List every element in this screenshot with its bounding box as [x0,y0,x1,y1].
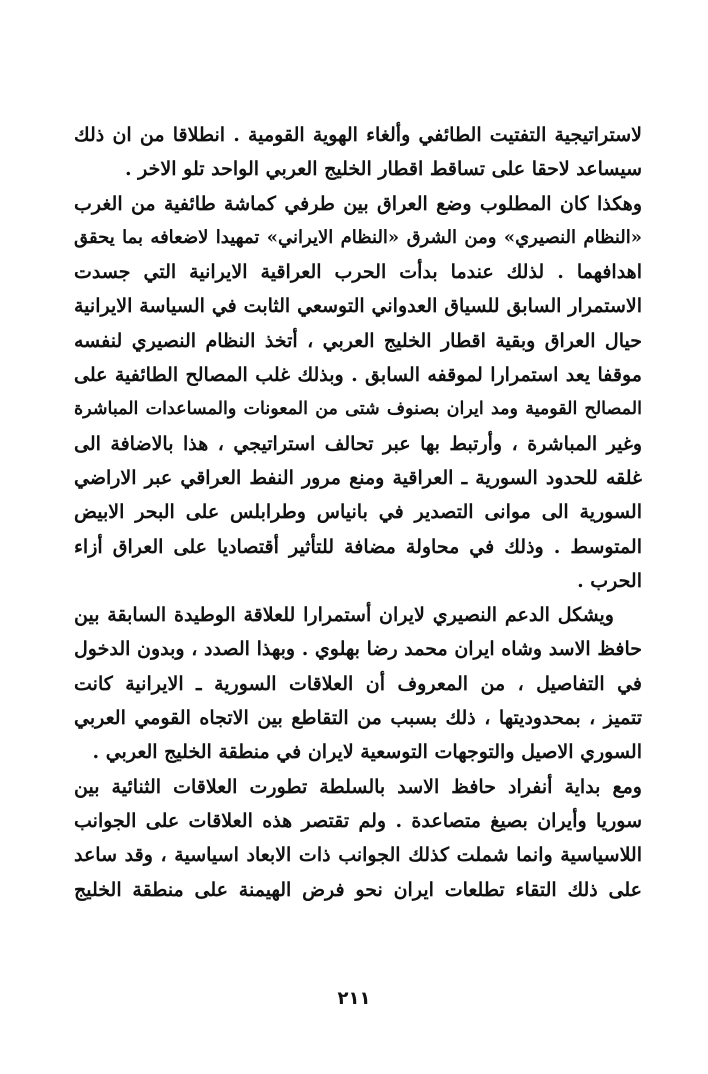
paragraph-first-line: ويشكل الدعم النصيري لايران أستمرارا للعلاقة الوطيدة السابقة بين [74,604,614,627]
text-line: المتوسط . وذلك في محاولة مضافة للتأثير أقتصاديا على العراق أزاء [74,535,642,558]
text-line: حيال العراق وبقية اقطار الخليج العربي ، أتخذ النظام النصيري لنفسه [74,329,642,352]
text-line: الحرب . [577,569,642,592]
text-line: حافظ الاسد وشاه ايران محمد رضا بهلوي . وبهذا الصدد ، وبدون الدخول [74,638,642,661]
text-line: وغير المباشرة ، وأرتبط بها عبر تحالف استراتيجي ، هذا بالاضافة الى [74,432,642,455]
text-line: موقفا يعد استمرارا لموقفه السابق . وبذلك غلب المصالح الطائفية على [74,364,642,387]
text-line: سوريا وأيران بصيغ متصاعدة . ولم تقتصر هذه العلاقات على الجوانب [74,809,642,832]
page-number: ٢١١ [337,988,371,1009]
text-line: غلقه للحدود السورية ـ العراقية ومنع مرور النفط العراقي عبر الاراضي [74,466,642,489]
text-line: اهدافهما . لذلك عندما بدأت الحرب العراقية الايرانية التي جسدت [74,261,642,284]
text-line: في التفاصيل ، من المعروف أن العلاقات السورية ـ الايرانية كانت [74,672,642,695]
text-line: تتميز ، بمحدوديتها ، ذلك بسبب من التقاطع بين الاتجاه القومي العربي [74,707,642,730]
text-line: سيساعد لاحقا على تساقط اقطار الخليج العربي الواحد تلو الاخر . [124,158,642,181]
text-line: السورية الى موانى التصدير في بانياس وطرابلس على البحر الابيض [74,501,642,524]
text-line: على ذلك التقاء تطلعات ايران نحو فرض الهيمنة على منطقة الخليج [74,878,642,901]
text-line: ومع بداية أنفراد حافظ الاسد بالسلطة تطورت العلاقات الثنائية بين [74,775,642,798]
text-line: لاستراتيجية التفتيت الطائفي وألغاء الهوية القومية . انطلاقا من ان ذلك [74,124,642,146]
text-line: «النظام النصيري» ومن الشرق «النظام الايراني» تمهيدا لاضعافه بما يحقق [74,226,642,248]
text-line: المصالح القومية ومد ايران بصنوف شتى من المعونات والمساعدات المباشرة [74,399,642,420]
text-line: اللاسياسية وانما شملت كذلك الجوانب ذات الابعاد اسياسية ، وقد ساعد [74,844,642,867]
text-line: الاستمرار السابق للسياق العدواني التوسعي الثابت في السياسة الايرانية [74,295,642,318]
text-line: السوري الاصيل والتوجهات التوسعية لايران في منطقة الخليج العربي . [92,741,642,764]
body-text [74,118,642,907]
text-line: وهكذا كان المطلوب وضع العراق بين طرفي كماشة طائفية من الغرب [74,192,642,215]
